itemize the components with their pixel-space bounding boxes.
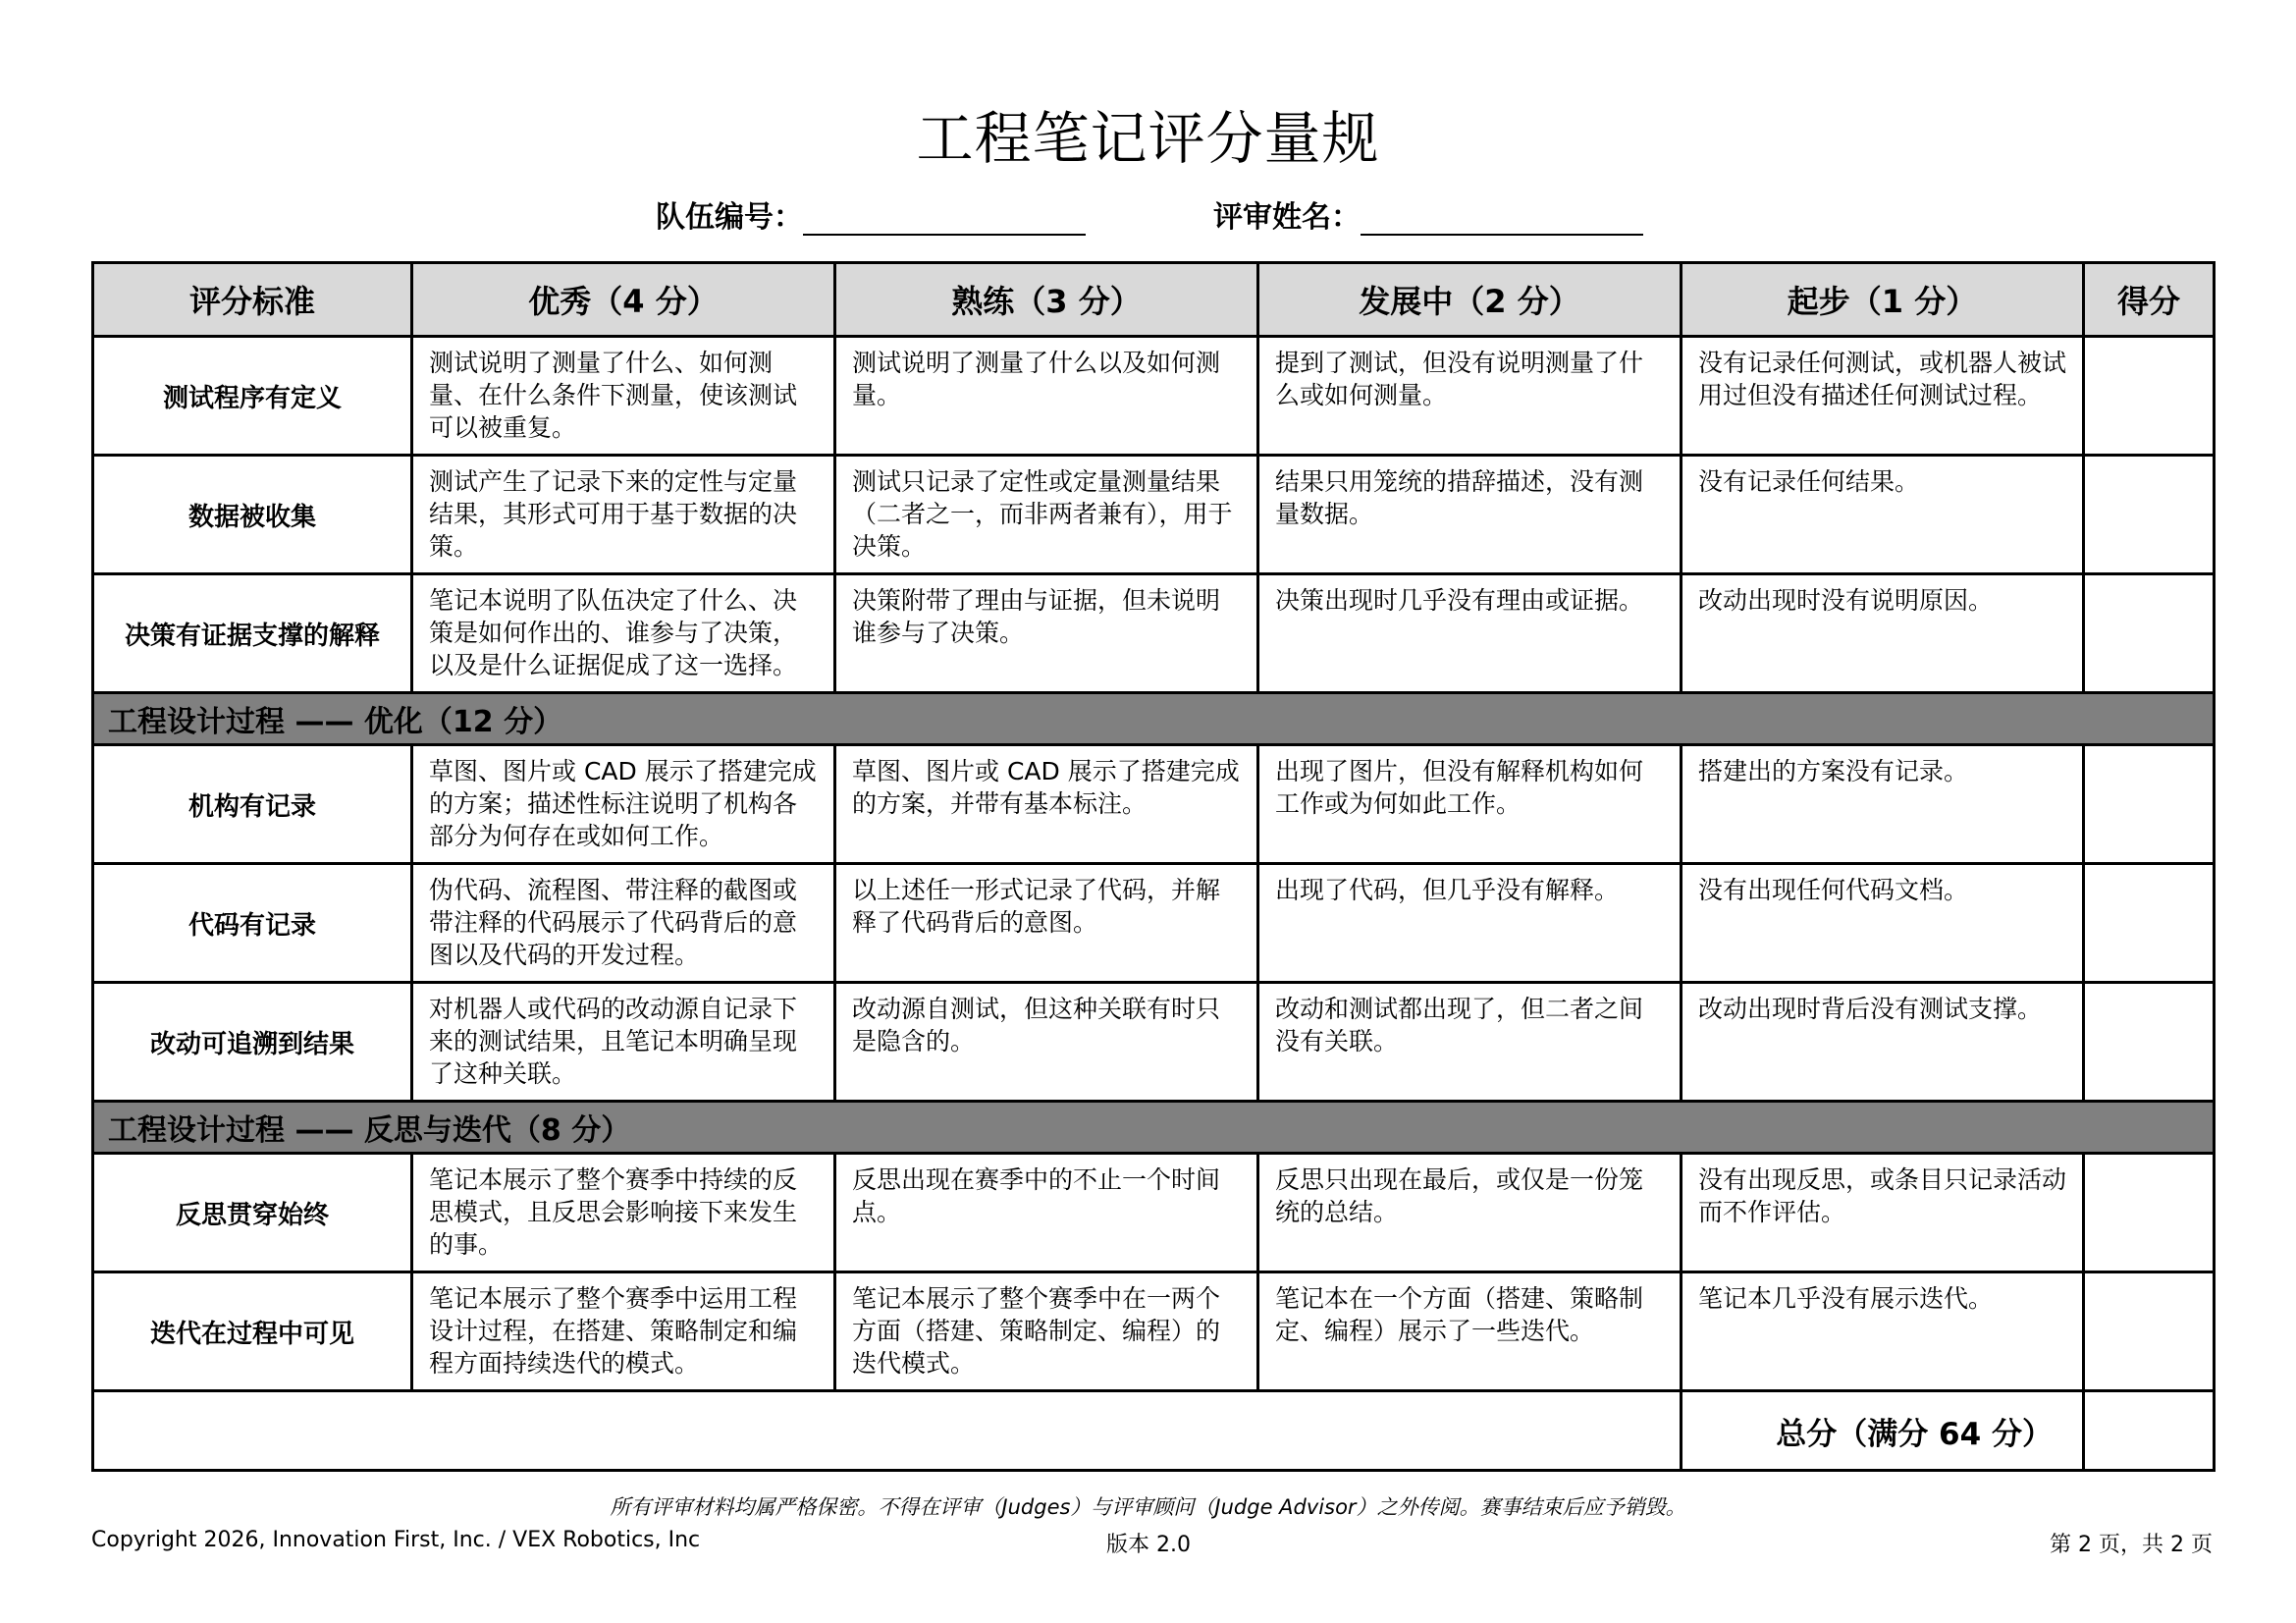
level-4-text: 测试说明了测量了什么、如何测量、在什么条件下测量，使该测试可以被重复。 [412, 337, 835, 456]
total-row [93, 1391, 2215, 1471]
level-2-text: 决策出现时几乎没有理由或证据。 [1258, 574, 1682, 693]
header-proficient: 熟练（3 分） [835, 263, 1258, 337]
level-3-text: 测试只记录了定性或定量测量结果（二者之一，而非两者兼有），用于决策。 [835, 456, 1258, 574]
level-1-text: 没有出现反思，或条目只记录活动而不作评估。 [1682, 1154, 2084, 1272]
score-cell[interactable] [2084, 745, 2215, 864]
table-row [93, 1272, 2215, 1391]
level-2-text: 结果只用笼统的措辞描述，没有测量数据。 [1258, 456, 1682, 574]
confidentiality-note: 所有评审材料均属严格保密。不得在评审（Judges）与评审顾问（Judge Advisor）之外传阅。赛事结束后应予销毁。 [610, 1495, 1686, 1519]
team-number-field [656, 192, 1086, 236]
section-header-row [93, 1102, 2215, 1154]
header-row [93, 263, 2215, 337]
level-3-text: 测试说明了测量了什么以及如何测量。 [835, 337, 1258, 456]
criterion-label: 代码有记录 [93, 864, 412, 983]
level-4-text: 对机器人或代码的改动源自记录下来的测试结果，且笔记本明确呈现了这种关联。 [412, 983, 835, 1102]
table-row [93, 864, 2215, 983]
criterion-label: 反思贯穿始终 [93, 1154, 412, 1272]
level-1-text: 改动出现时背后没有测试支撑。 [1682, 983, 2084, 1102]
level-2-text: 笔记本在一个方面（搭建、策略制定、编程）展示了一些迭代。 [1258, 1272, 1682, 1391]
judge-name-field [1213, 192, 1643, 236]
level-1-text: 没有记录任何结果。 [1682, 456, 2084, 574]
level-1-text: 改动出现时没有说明原因。 [1682, 574, 2084, 693]
level-2-text: 改动和测试都出现了，但二者之间没有关联。 [1258, 983, 1682, 1102]
team-number-label: 队伍编号： [656, 200, 803, 235]
header-emerging: 起步（1 分） [1682, 263, 2084, 337]
page-title: 工程笔记评分量规 [916, 105, 1380, 172]
header-developing: 发展中（2 分） [1258, 263, 1682, 337]
criterion-label: 机构有记录 [93, 745, 412, 864]
criterion-label: 改动可追溯到结果 [93, 983, 412, 1102]
header-criteria: 评分标准 [93, 263, 412, 337]
score-cell[interactable] [2084, 983, 2215, 1102]
total-label: 总分（满分 64 分） [1682, 1391, 2084, 1471]
page-number: 第 2 页，共 2 页 [2050, 1533, 2213, 1557]
level-2-text: 出现了图片，但没有解释机构如何工作或为何如此工作。 [1258, 745, 1682, 864]
total-score-cell[interactable] [2084, 1391, 2215, 1471]
level-3-text: 决策附带了理由与证据，但未说明谁参与了决策。 [835, 574, 1258, 693]
judge-name-label: 评审姓名： [1213, 200, 1361, 235]
level-3-text: 反思出现在赛季中的不止一个时间点。 [835, 1154, 1258, 1272]
table-row [93, 337, 2215, 456]
header-score: 得分 [2084, 263, 2215, 337]
score-cell[interactable] [2084, 337, 2215, 456]
level-3-text: 草图、图片或 CAD 展示了搭建完成的方案，并带有基本标注。 [835, 745, 1258, 864]
criterion-label: 数据被收集 [93, 456, 412, 574]
level-4-text: 测试产生了记录下来的定性与定量结果，其形式可用于基于数据的决策。 [412, 456, 835, 574]
table-row [93, 456, 2215, 574]
rubric-table [91, 261, 2216, 1472]
judge-name-line[interactable] [1361, 198, 1643, 236]
level-2-text: 反思只出现在最后，或仅是一份笼统的总结。 [1258, 1154, 1682, 1272]
level-3-text: 改动源自测试，但这种关联有时只是隐含的。 [835, 983, 1258, 1102]
criterion-label: 测试程序有定义 [93, 337, 412, 456]
score-cell[interactable] [2084, 1272, 2215, 1391]
table-row [93, 574, 2215, 693]
header-excellent: 优秀（4 分） [412, 263, 835, 337]
level-3-text: 以上述任一形式记录了代码，并解释了代码背后的意图。 [835, 864, 1258, 983]
level-1-text: 没有出现任何代码文档。 [1682, 864, 2084, 983]
level-2-text: 提到了测试，但没有说明测量了什么或如何测量。 [1258, 337, 1682, 456]
level-4-text: 伪代码、流程图、带注释的截图或带注释的代码展示了代码背后的意图以及代码的开发过程。 [412, 864, 835, 983]
total-blank [93, 1391, 1682, 1471]
score-cell[interactable] [2084, 456, 2215, 574]
section-title: 工程设计过程 —— 反思与迭代（8 分） [93, 1102, 2215, 1154]
level-1-text: 笔记本几乎没有展示迭代。 [1682, 1272, 2084, 1391]
level-4-text: 笔记本展示了整个赛季中持续的反思模式，且反思会影响接下来发生的事。 [412, 1154, 835, 1272]
level-3-text: 笔记本展示了整个赛季中在一两个方面（搭建、策略制定、编程）的迭代模式。 [835, 1272, 1258, 1391]
level-2-text: 出现了代码，但几乎没有解释。 [1258, 864, 1682, 983]
score-cell[interactable] [2084, 574, 2215, 693]
table-row [93, 745, 2215, 864]
team-number-line[interactable] [803, 198, 1086, 236]
level-4-text: 草图、图片或 CAD 展示了搭建完成的方案；描述性标注说明了机构各部分为何存在或如何工作。 [412, 745, 835, 864]
copyright: Copyright 2026, Innovation First, Inc. / VEX Robotics, Inc [91, 1528, 701, 1552]
criterion-label: 迭代在过程中可见 [93, 1272, 412, 1391]
section-header-row [93, 693, 2215, 745]
version: 版本 2.0 [1106, 1533, 1191, 1557]
table-row [93, 1154, 2215, 1272]
score-cell[interactable] [2084, 864, 2215, 983]
level-1-text: 没有记录任何测试，或机器人被试用过但没有描述任何测试过程。 [1682, 337, 2084, 456]
section-title: 工程设计过程 —— 优化（12 分） [93, 693, 2215, 745]
criterion-label: 决策有证据支撑的解释 [93, 574, 412, 693]
level-4-text: 笔记本展示了整个赛季中运用工程设计过程，在搭建、策略制定和编程方面持续迭代的模式。 [412, 1272, 835, 1391]
score-cell[interactable] [2084, 1154, 2215, 1272]
level-4-text: 笔记本说明了队伍决定了什么、决策是如何作出的、谁参与了决策，以及是什么证据促成了这一选择。 [412, 574, 835, 693]
level-1-text: 搭建出的方案没有记录。 [1682, 745, 2084, 864]
table-row [93, 983, 2215, 1102]
